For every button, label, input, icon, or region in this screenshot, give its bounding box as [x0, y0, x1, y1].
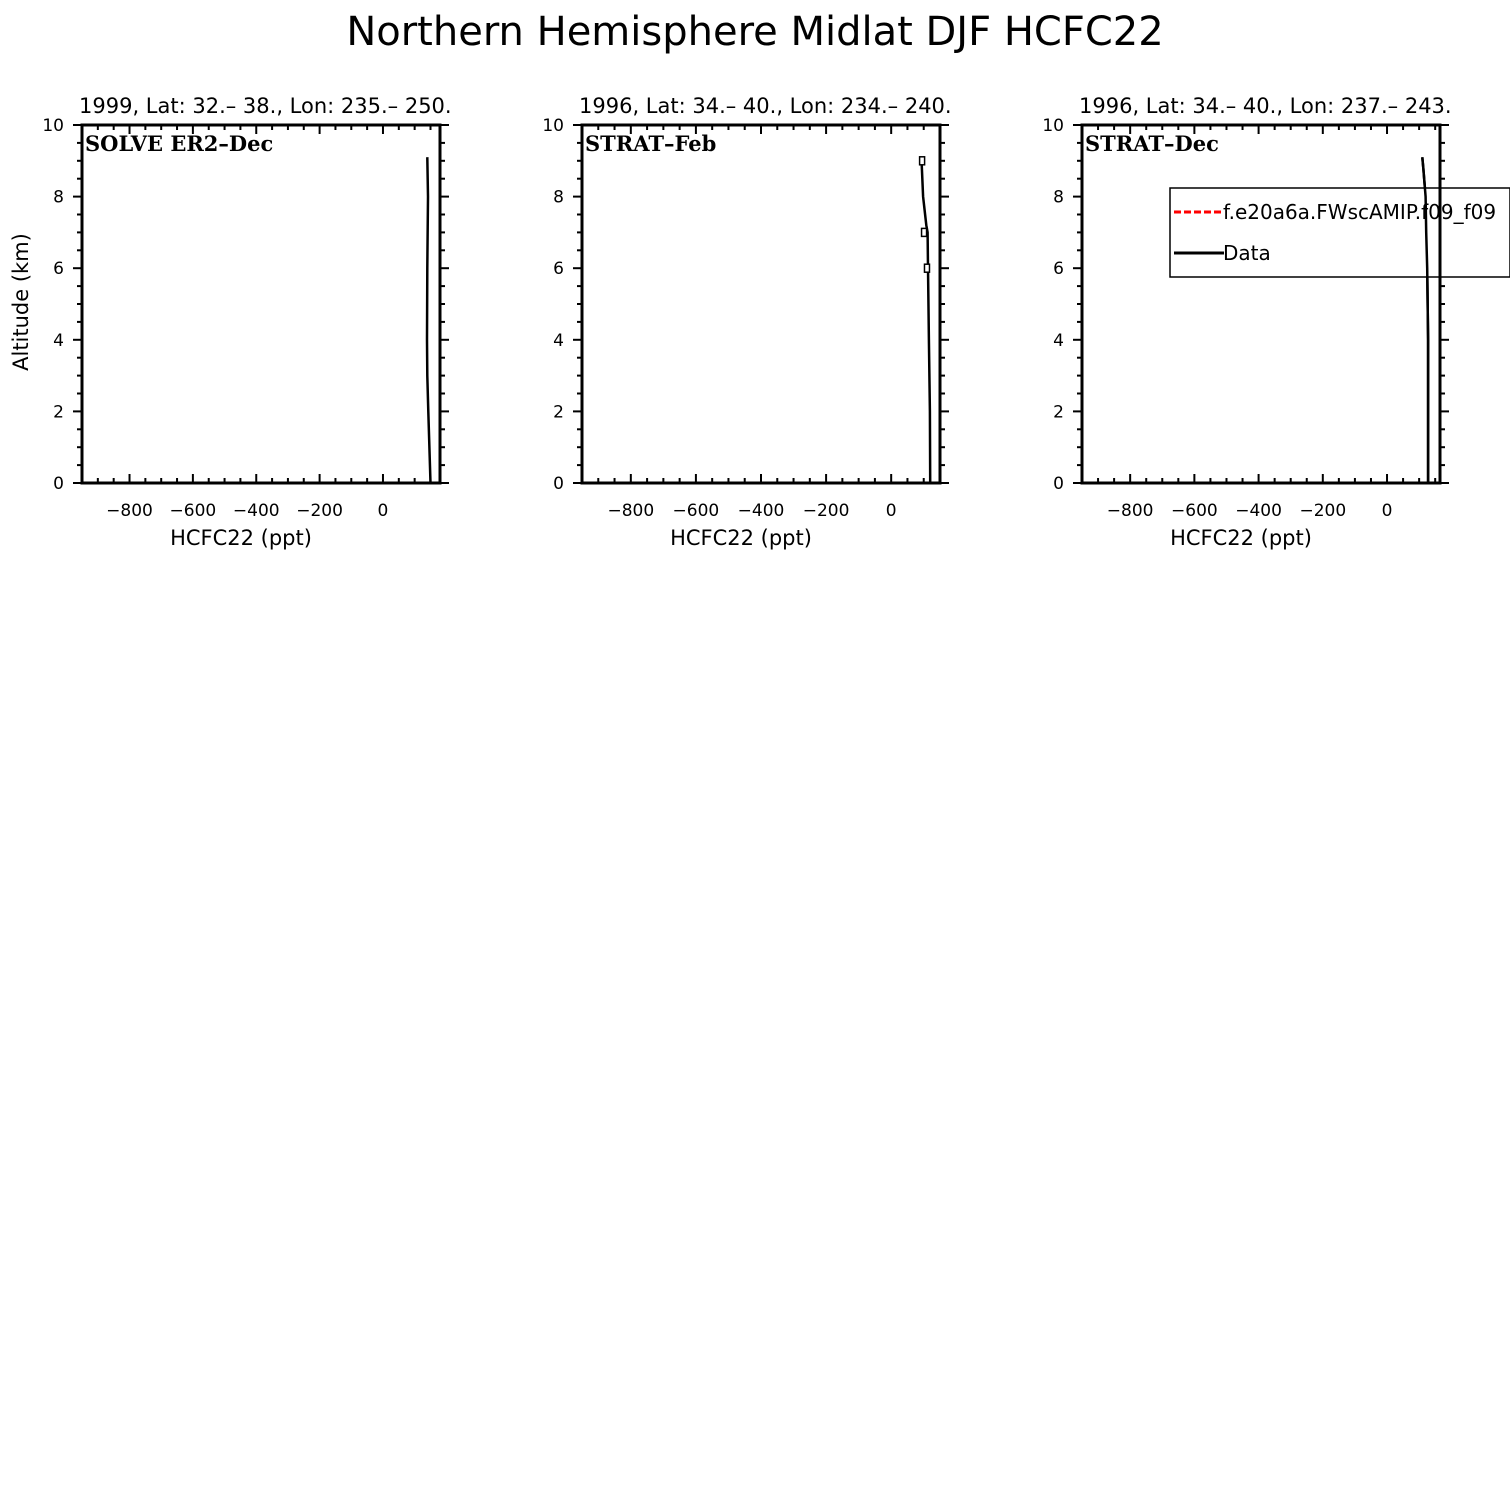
- legend-label: Data: [1223, 241, 1271, 265]
- y-tick-label: 10: [1042, 116, 1064, 136]
- panel-2: [542, 94, 951, 550]
- y-tick-label: 4: [553, 330, 564, 351]
- x-tick-label: −800: [106, 501, 153, 521]
- y-tick-label: 2: [1053, 402, 1064, 423]
- panel-subtitle: 1999, Lat: 32.– 38., Lon: 235.– 250.: [79, 94, 452, 118]
- panel-subtitle: 1996, Lat: 34.– 40., Lon: 237.– 243.: [1079, 94, 1452, 118]
- panel-3: [1042, 94, 1451, 550]
- y-tick-label: 4: [53, 330, 64, 351]
- x-tick-label: 0: [885, 501, 897, 521]
- x-tick-label: −400: [232, 501, 280, 521]
- x-tick-label: −800: [1106, 501, 1154, 521]
- y-tick-label: 6: [53, 259, 64, 280]
- y-tick-label: 10: [542, 116, 564, 136]
- data-marker: [924, 264, 929, 272]
- x-axis-label: HCFC22 (ppt): [670, 526, 812, 550]
- y-tick-label: 8: [1053, 187, 1064, 208]
- x-tick-label: −600: [672, 501, 720, 521]
- y-tick-label: 0: [553, 474, 564, 494]
- y-tick-label: 8: [53, 187, 64, 208]
- legend: [1170, 157, 1510, 483]
- panel-label: SOLVE ER2–Dec: [85, 131, 274, 156]
- x-axis-label: HCFC22 (ppt): [1170, 526, 1312, 550]
- x-tick-label: −600: [169, 501, 217, 521]
- x-tick-label: −800: [607, 501, 655, 521]
- x-tick-label: −200: [296, 501, 343, 521]
- legend-label: f.e20a6a.FWscAMIP.f09_f09: [1223, 200, 1497, 224]
- series-line-data: [427, 157, 431, 483]
- x-tick-label: −200: [1299, 501, 1347, 521]
- y-tick-label: 4: [1053, 330, 1064, 351]
- x-axis-label: HCFC22 (ppt): [170, 526, 312, 550]
- x-tick-label: −200: [802, 501, 850, 521]
- plot-frame: [1082, 125, 1440, 483]
- chart-title: Northern Hemisphere Midlat DJF HCFC22: [346, 9, 1164, 55]
- y-tick-label: 10: [42, 116, 64, 136]
- y-tick-label: 2: [553, 402, 564, 423]
- panels: [9, 94, 1452, 550]
- x-tick-label: −400: [1235, 501, 1282, 521]
- data-marker: [920, 157, 925, 165]
- plot-frame: [82, 125, 440, 483]
- x-tick-label: −400: [737, 501, 785, 521]
- y-tick-label: 6: [553, 259, 564, 280]
- y-tick-label: 8: [553, 187, 564, 208]
- x-tick-label: −600: [1171, 501, 1218, 521]
- y-tick-label: 0: [1053, 474, 1064, 494]
- y-tick-label: 6: [1053, 259, 1064, 280]
- y-axis-label: Altitude (km): [9, 233, 33, 371]
- panel-subtitle: 1996, Lat: 34.– 40., Lon: 234.– 240.: [579, 94, 952, 118]
- plot-frame: [582, 125, 940, 483]
- series-line-data: [921, 157, 930, 483]
- data-marker: [922, 228, 927, 236]
- panel-label: STRAT–Dec: [1085, 131, 1219, 156]
- panel-1: [9, 94, 452, 550]
- x-tick-label: 0: [377, 501, 389, 521]
- x-tick-label: 0: [1381, 501, 1393, 521]
- y-tick-label: 2: [53, 402, 64, 423]
- y-tick-label: 0: [53, 474, 64, 494]
- panel-label: STRAT–Feb: [585, 131, 717, 156]
